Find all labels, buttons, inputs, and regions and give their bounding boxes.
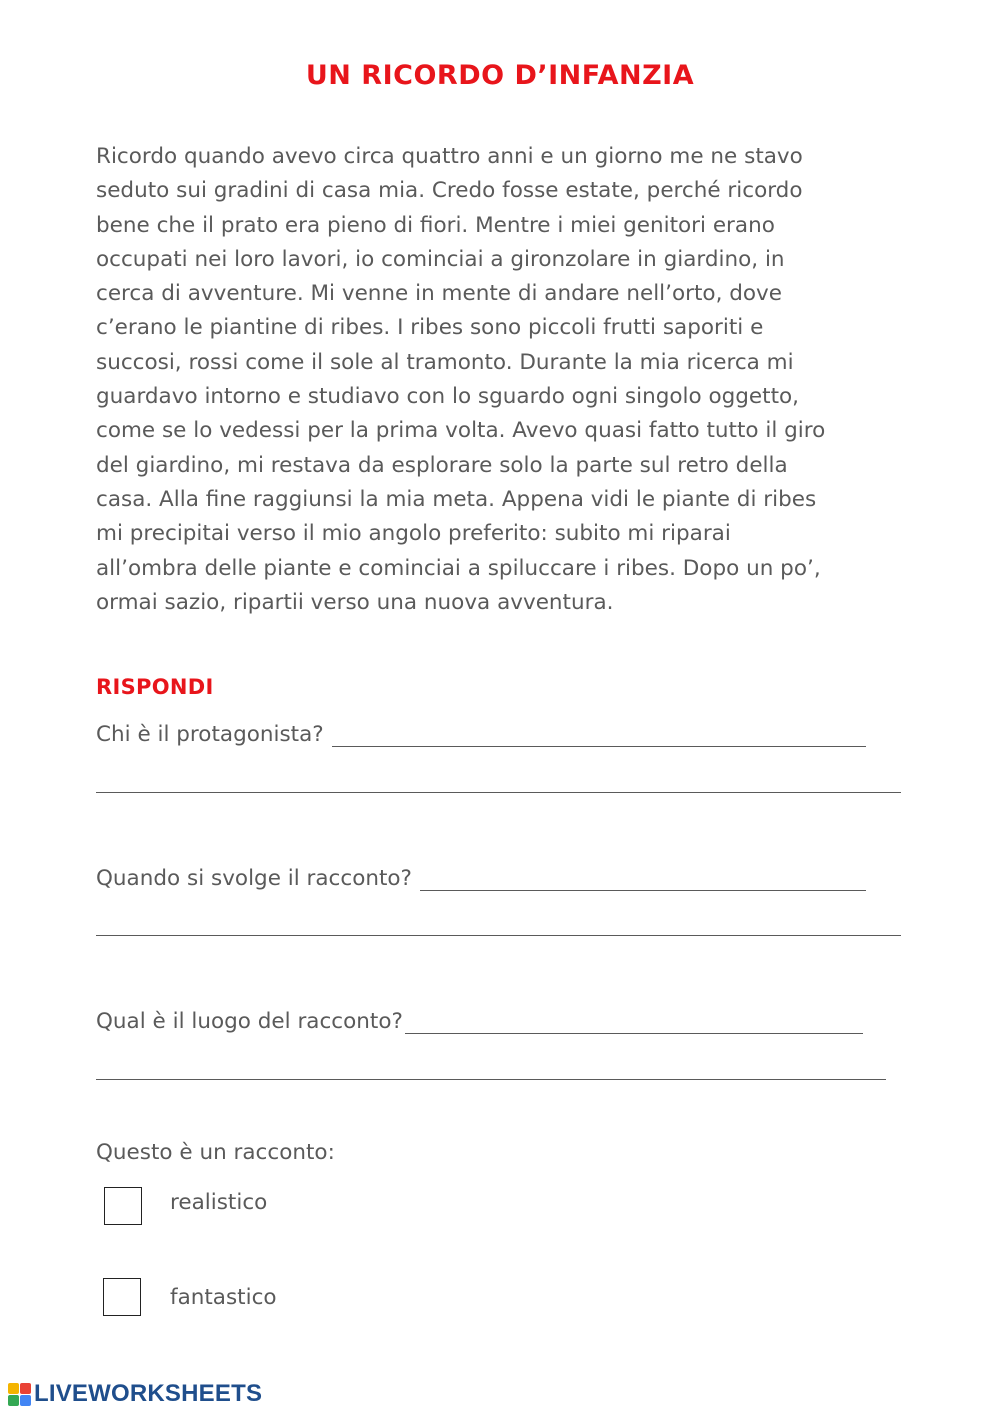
- exercise-heading: RISPONDI: [96, 675, 214, 699]
- answer-line-protagonist-continued[interactable]: [96, 792, 901, 793]
- liveworksheets-logo-icon: [8, 1383, 31, 1406]
- logo-square: [20, 1395, 31, 1406]
- answer-line-when-continued[interactable]: [96, 935, 901, 936]
- story-line: cerca di avventure. Mi venne in mente di andare nell’orto, dove: [96, 281, 782, 307]
- logo-square: [8, 1395, 19, 1406]
- question-text: Chi è il protagonista?: [96, 722, 324, 747]
- option-label-fantastico: fantastico: [170, 1285, 277, 1310]
- logo-square: [8, 1383, 19, 1394]
- story-line: seduto sui gradini di casa mia. Credo fosse estate, perché ricordo: [96, 178, 803, 204]
- story-line: del giardino, mi restava da esplorare solo la parte sul retro della: [96, 452, 788, 478]
- liveworksheets-logo[interactable]: [8, 1380, 262, 1408]
- story-line: Ricordo quando avevo circa quattro anni e un giorno me ne stavo: [96, 144, 803, 169]
- choice-prompt: Questo è un racconto:: [96, 1140, 335, 1165]
- story-line: occupati nei loro lavori, io cominciai a gironzolare in giardino, in: [96, 246, 785, 272]
- story-line: ormai sazio, ripartii verso una nuova avventura.: [96, 589, 614, 615]
- question-text: Qual è il luogo del racconto?: [96, 1009, 403, 1034]
- story-line: come se lo vedessi per la prima volta. Avevo quasi fatto tutto il giro: [96, 418, 826, 444]
- story-line: casa. Alla fine raggiunsi la mia meta. Appena vidi le piante di ribes: [96, 486, 817, 512]
- story-line: bene che il prato era pieno di fiori. Mentre i miei genitori erano: [96, 212, 775, 238]
- story-line: guardavo intorno e studiavo con lo sguardo ogni singolo oggetto,: [96, 384, 800, 410]
- answer-line-place-continued[interactable]: [96, 1079, 886, 1080]
- option-label-realistico: realistico: [170, 1190, 268, 1215]
- question-when: [96, 866, 866, 891]
- answer-line-protagonist[interactable]: [332, 724, 866, 747]
- story-line: mi precipitai verso il mio angolo preferito: subito mi riparai: [96, 521, 731, 547]
- story-line: c’erano le piantine di ribes. I ribes sono piccoli frutti saporiti e: [96, 315, 764, 341]
- logo-square: [20, 1383, 31, 1394]
- question-protagonist: [96, 722, 866, 747]
- brand-name: LIVEWORKSHEETS: [34, 1380, 263, 1407]
- story-line: all’ombra delle piante e cominciai a spiluccare i ribes. Dopo un po’,: [96, 555, 821, 581]
- answer-line-when[interactable]: [420, 868, 866, 891]
- question-text: Quando si svolge il racconto?: [96, 866, 412, 891]
- checkbox-fantastico[interactable]: [103, 1278, 141, 1316]
- story-text: [96, 140, 906, 620]
- question-place: [96, 1009, 863, 1034]
- worksheet-title: UN RICORDO D’INFANZIA: [305, 60, 695, 91]
- story-line: succosi, rossi come il sole al tramonto. Durante la mia ricerca mi: [96, 349, 794, 375]
- answer-line-place[interactable]: [405, 1011, 863, 1034]
- checkbox-realistico[interactable]: [104, 1187, 142, 1225]
